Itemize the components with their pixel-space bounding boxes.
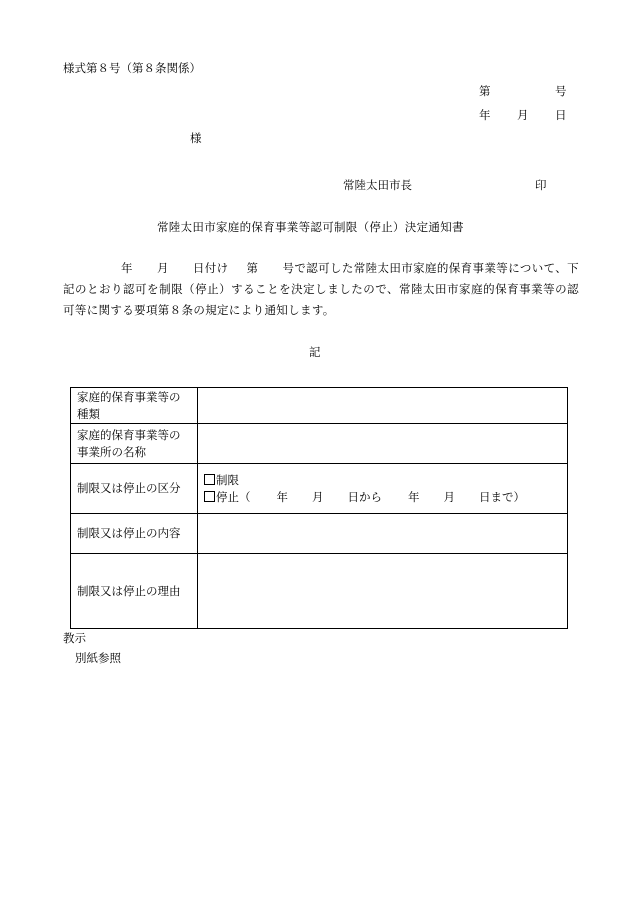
label-line: 事業所の名称 (77, 444, 146, 459)
value-category (198, 464, 568, 514)
period-until: 日まで） (479, 489, 525, 504)
document-number-suffix: 号 (555, 84, 567, 98)
period-month-1: 月 (312, 489, 324, 504)
value-content[interactable] (198, 514, 568, 554)
table-row-reason (71, 554, 568, 629)
instruction-heading: 教示 (63, 631, 86, 645)
label-reason: 制限又は停止の理由 (71, 554, 198, 629)
body-text: 号で認可した常陸太田市家庭的保育事業等について、下記のとおり認可を制限（停止）することを決定しましたので、常陸太田市家庭的保育事業等の認可等に関する要項第８条の規定により通知します。 (63, 261, 579, 317)
option-restrict[interactable] (204, 472, 561, 489)
label-facility-type (71, 388, 198, 424)
table-row-category (71, 464, 568, 514)
suspend-label: 停止（ (216, 489, 251, 504)
option-suspend[interactable] (204, 489, 561, 506)
label-category: 制限又は停止の区分 (71, 464, 198, 514)
label-line: 家庭的保育事業等の (77, 427, 181, 442)
record-heading: 記 (309, 345, 321, 359)
body-year: 年 (121, 261, 133, 275)
value-reason[interactable] (198, 554, 568, 629)
issue-date-year: 年 (479, 108, 491, 122)
restrict-label: 制限 (216, 472, 239, 487)
body-month: 月 (156, 261, 169, 275)
addressee-honorific: 様 (190, 131, 202, 145)
label-line: 家庭的保育事業等の (77, 389, 181, 404)
value-facility-name[interactable] (198, 424, 568, 464)
document-number-prefix: 第 (479, 84, 491, 98)
period-from: 日から (347, 489, 382, 504)
body-number-prefix: 第 (246, 261, 259, 275)
form-number: 様式第８号（第８条関係） (63, 61, 201, 75)
period-month-2: 月 (443, 489, 455, 504)
period-year-1: 年 (276, 489, 288, 504)
issue-date-month: 月 (517, 108, 529, 122)
label-line: 種類 (77, 406, 100, 421)
issue-date-day: 日 (555, 108, 567, 122)
label-facility-name (71, 424, 198, 464)
document-title: 常陸太田市家庭的保育事業等認可制限（停止）決定通知書 (157, 220, 464, 234)
label-content: 制限又は停止の内容 (71, 514, 198, 554)
period-year-2: 年 (408, 489, 420, 504)
table-row-content (71, 514, 568, 554)
issuer-name: 常陸太田市長 (343, 178, 412, 192)
restrict-checkbox[interactable] (204, 474, 215, 485)
seal-mark: 印 (535, 178, 547, 192)
instruction-text: 別紙参照 (75, 651, 121, 665)
table-row-type (71, 388, 568, 424)
value-facility-type[interactable] (198, 388, 568, 424)
notice-body (63, 258, 579, 321)
body-day-dated: 日付け (192, 261, 229, 275)
suspend-checkbox[interactable] (204, 491, 215, 502)
table-row-name (71, 424, 568, 464)
details-table (70, 387, 568, 629)
